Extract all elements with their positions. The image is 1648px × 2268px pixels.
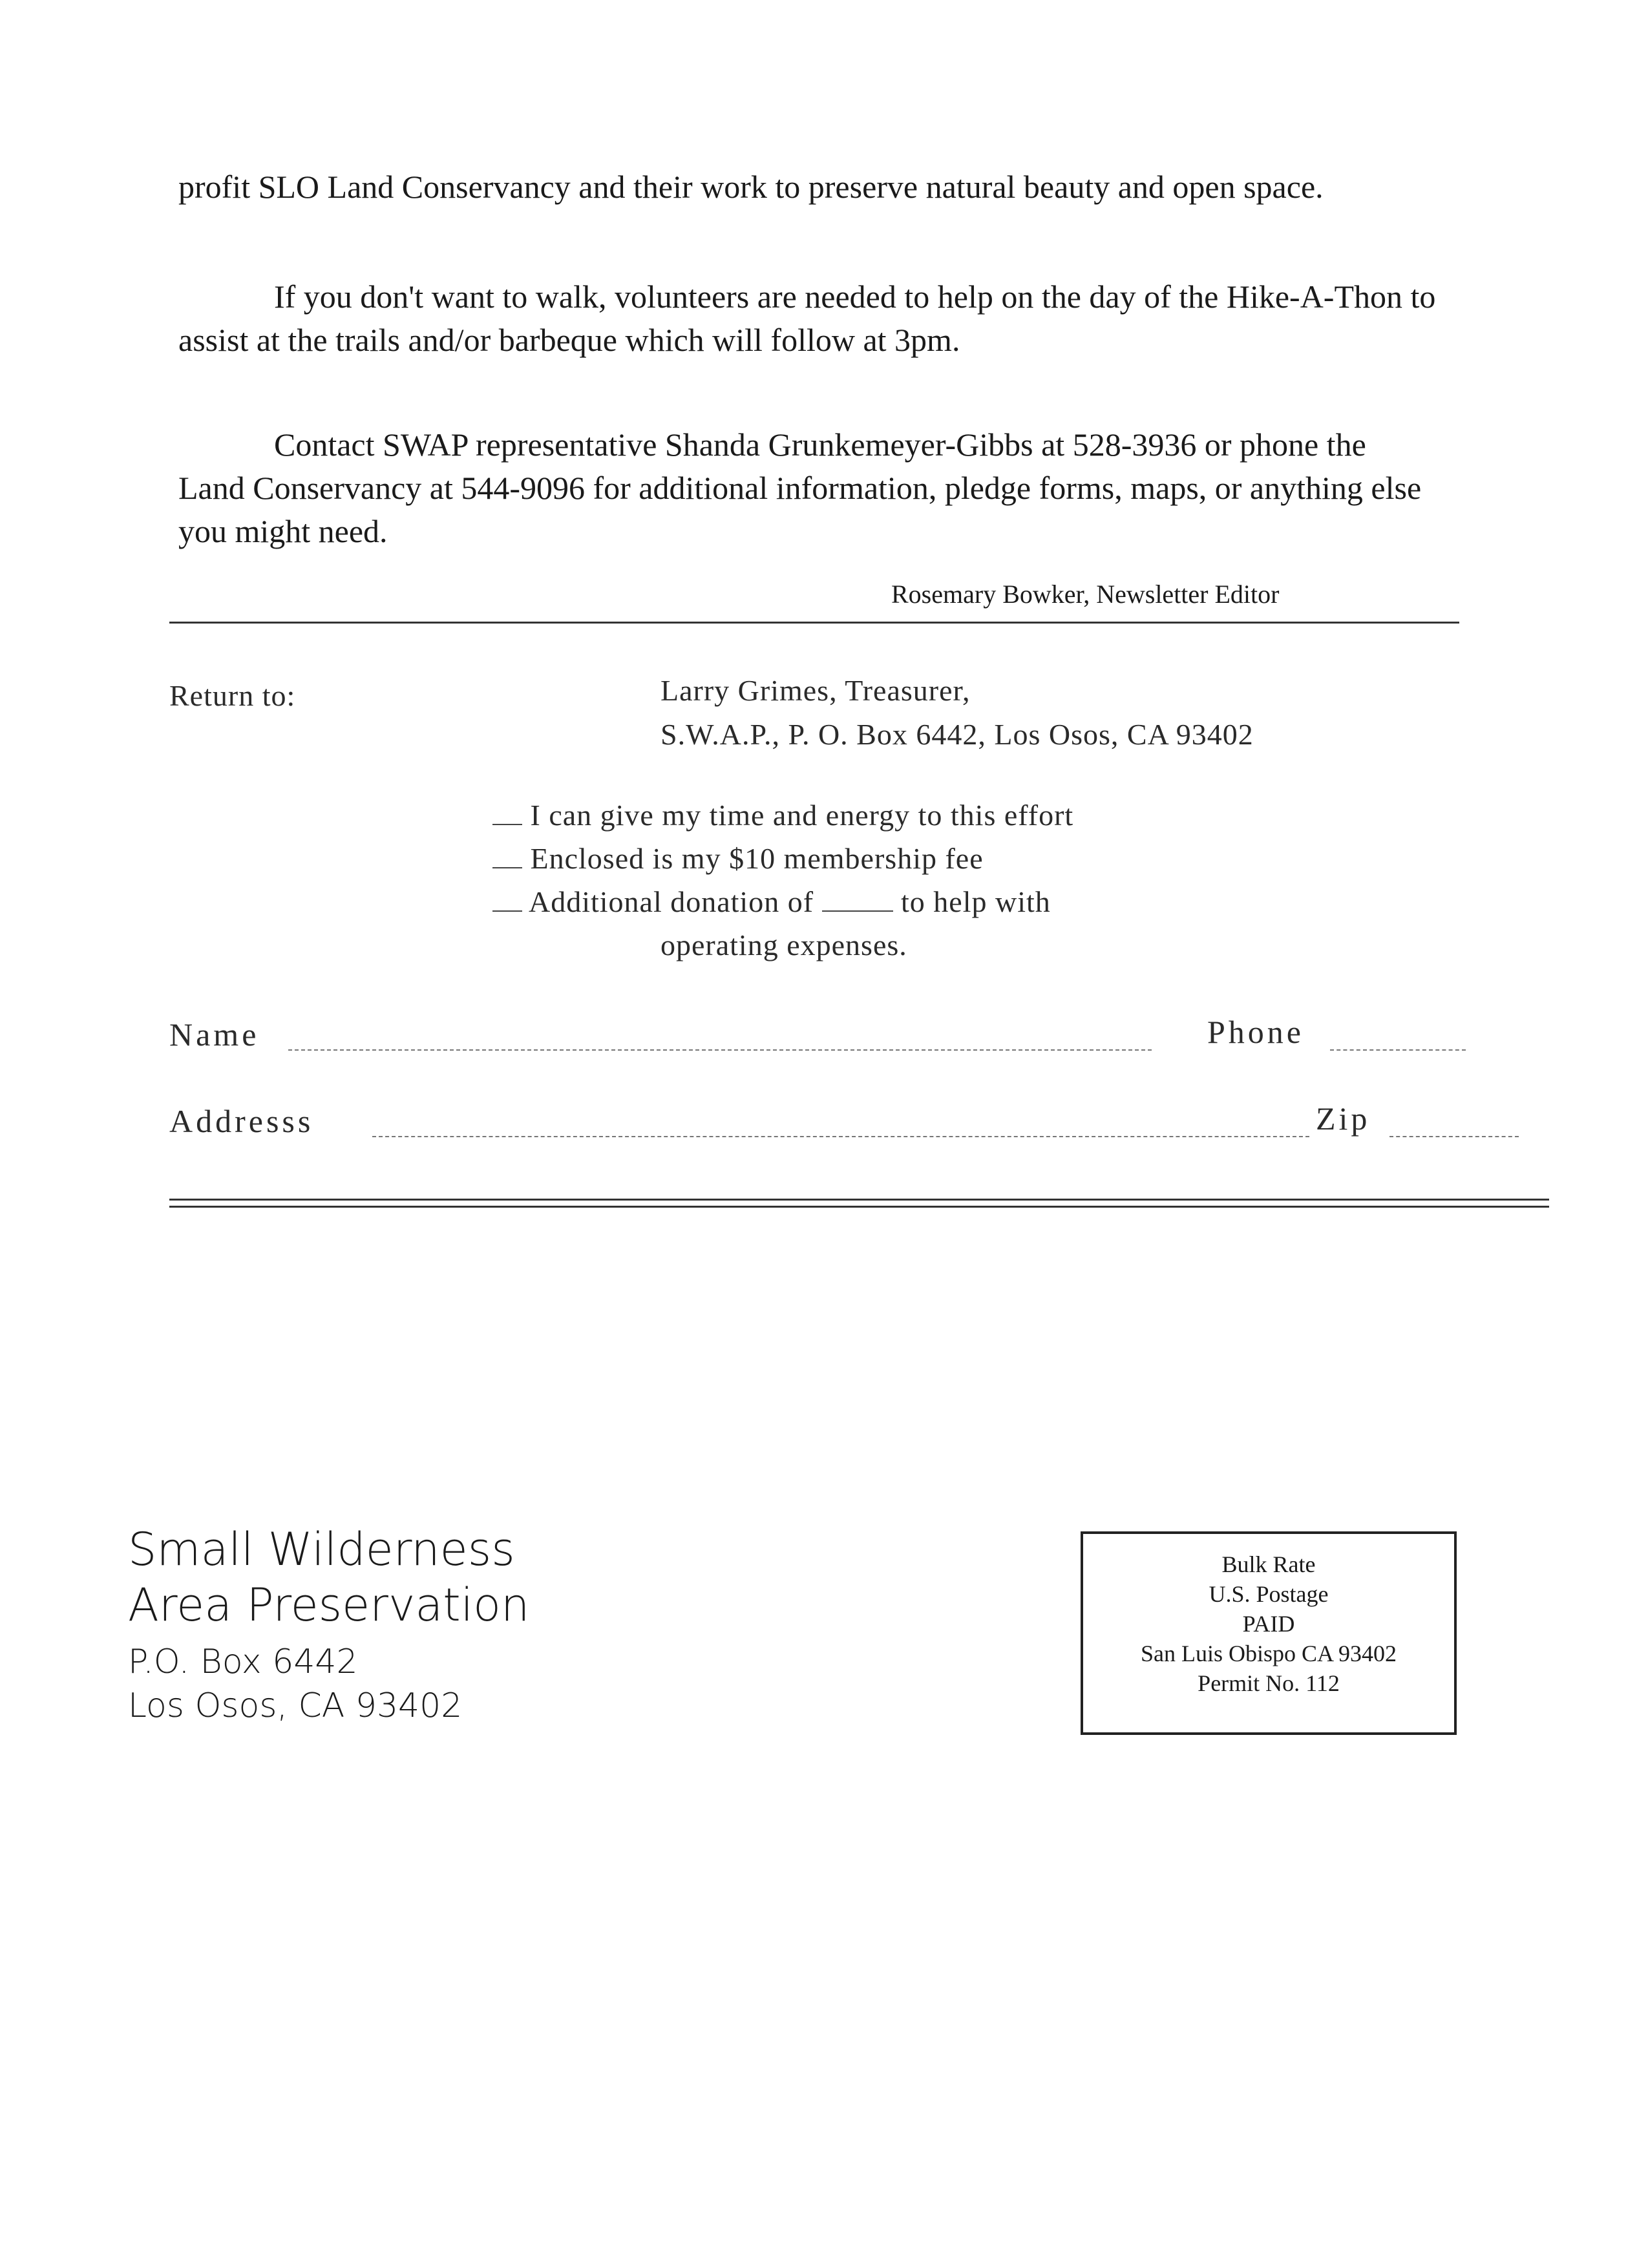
return-address-line-1: Larry Grimes, Treasurer, xyxy=(660,674,971,707)
article-paragraph-3: Contact SWAP representative Shanda Grunkemeyer-Gibbs at 528-3936 or phone the Land Conservancy at 544-9096 for additional information, pledge forms, maps, or anything else you might need. xyxy=(178,426,1422,549)
bulk-rate-postage-indicia xyxy=(1081,1531,1457,1735)
option-fee-checkbox[interactable] xyxy=(492,867,522,868)
indicia-line-3: PAID xyxy=(1242,1611,1295,1637)
article-paragraph-1: profit SLO Land Conservancy and their work to preserve natural beauty and open space. xyxy=(178,169,1324,205)
return-to-label: Return to: xyxy=(169,679,296,712)
option-membership-fee[interactable] xyxy=(492,841,984,876)
section-divider xyxy=(169,622,1459,624)
option-additional-donation[interactable] xyxy=(492,885,1051,919)
indicia-line-2: U.S. Postage xyxy=(1209,1581,1329,1607)
indicia-line-4: San Luis Obispo CA 93402 xyxy=(1140,1641,1397,1666)
article-paragraph-2: If you don't want to walk, volunteers are needed to help on the day of the Hike-A-Thon to assist at the trails and/or barbeque which will follow at 3pm. xyxy=(178,278,1436,358)
organization-address xyxy=(128,1640,462,1728)
option-donation-checkbox[interactable] xyxy=(492,910,522,912)
organization-address-line-1: P.O. Box 6442 xyxy=(128,1643,358,1681)
indicia-line-5: Permit No. 112 xyxy=(1198,1670,1340,1696)
option-donation-label: Additional donation of xyxy=(528,885,814,918)
option-volunteer-label: I can give my time and energy to this effort xyxy=(530,799,1074,832)
address-label: Addresss xyxy=(169,1103,314,1139)
organization-name-line-2: Area Preservation xyxy=(128,1579,530,1632)
option-volunteer-checkbox[interactable] xyxy=(492,824,522,825)
phone-label: Phone xyxy=(1207,1014,1304,1050)
form-bottom-double-rule xyxy=(169,1199,1549,1208)
organization-address-line-2: Los Osos, CA 93402 xyxy=(128,1686,463,1725)
return-address-line-2: S.W.A.P., P. O. Box 6442, Los Osos, CA 93402 xyxy=(660,718,1254,751)
option-fee-label: Enclosed is my $10 membership fee xyxy=(530,842,984,875)
zip-label: Zip xyxy=(1316,1100,1371,1137)
phone-field[interactable] xyxy=(1330,1049,1466,1051)
donation-amount-blank[interactable] xyxy=(822,910,893,912)
address-field[interactable] xyxy=(372,1136,1309,1137)
option-volunteer-time[interactable] xyxy=(492,798,1073,832)
zip-field[interactable] xyxy=(1389,1136,1519,1137)
newsletter-editor-signature: Rosemary Bowker, Newsletter Editor xyxy=(891,580,1280,609)
organization-name xyxy=(128,1522,529,1633)
indicia-line-1: Bulk Rate xyxy=(1221,1551,1316,1577)
name-label: Name xyxy=(169,1016,260,1053)
name-field[interactable] xyxy=(288,1049,1152,1051)
option-donation-label-line-2: operating expenses. xyxy=(660,929,907,961)
option-donation-label-after: to help with xyxy=(901,885,1051,918)
organization-name-line-1: Small Wilderness xyxy=(128,1523,515,1576)
